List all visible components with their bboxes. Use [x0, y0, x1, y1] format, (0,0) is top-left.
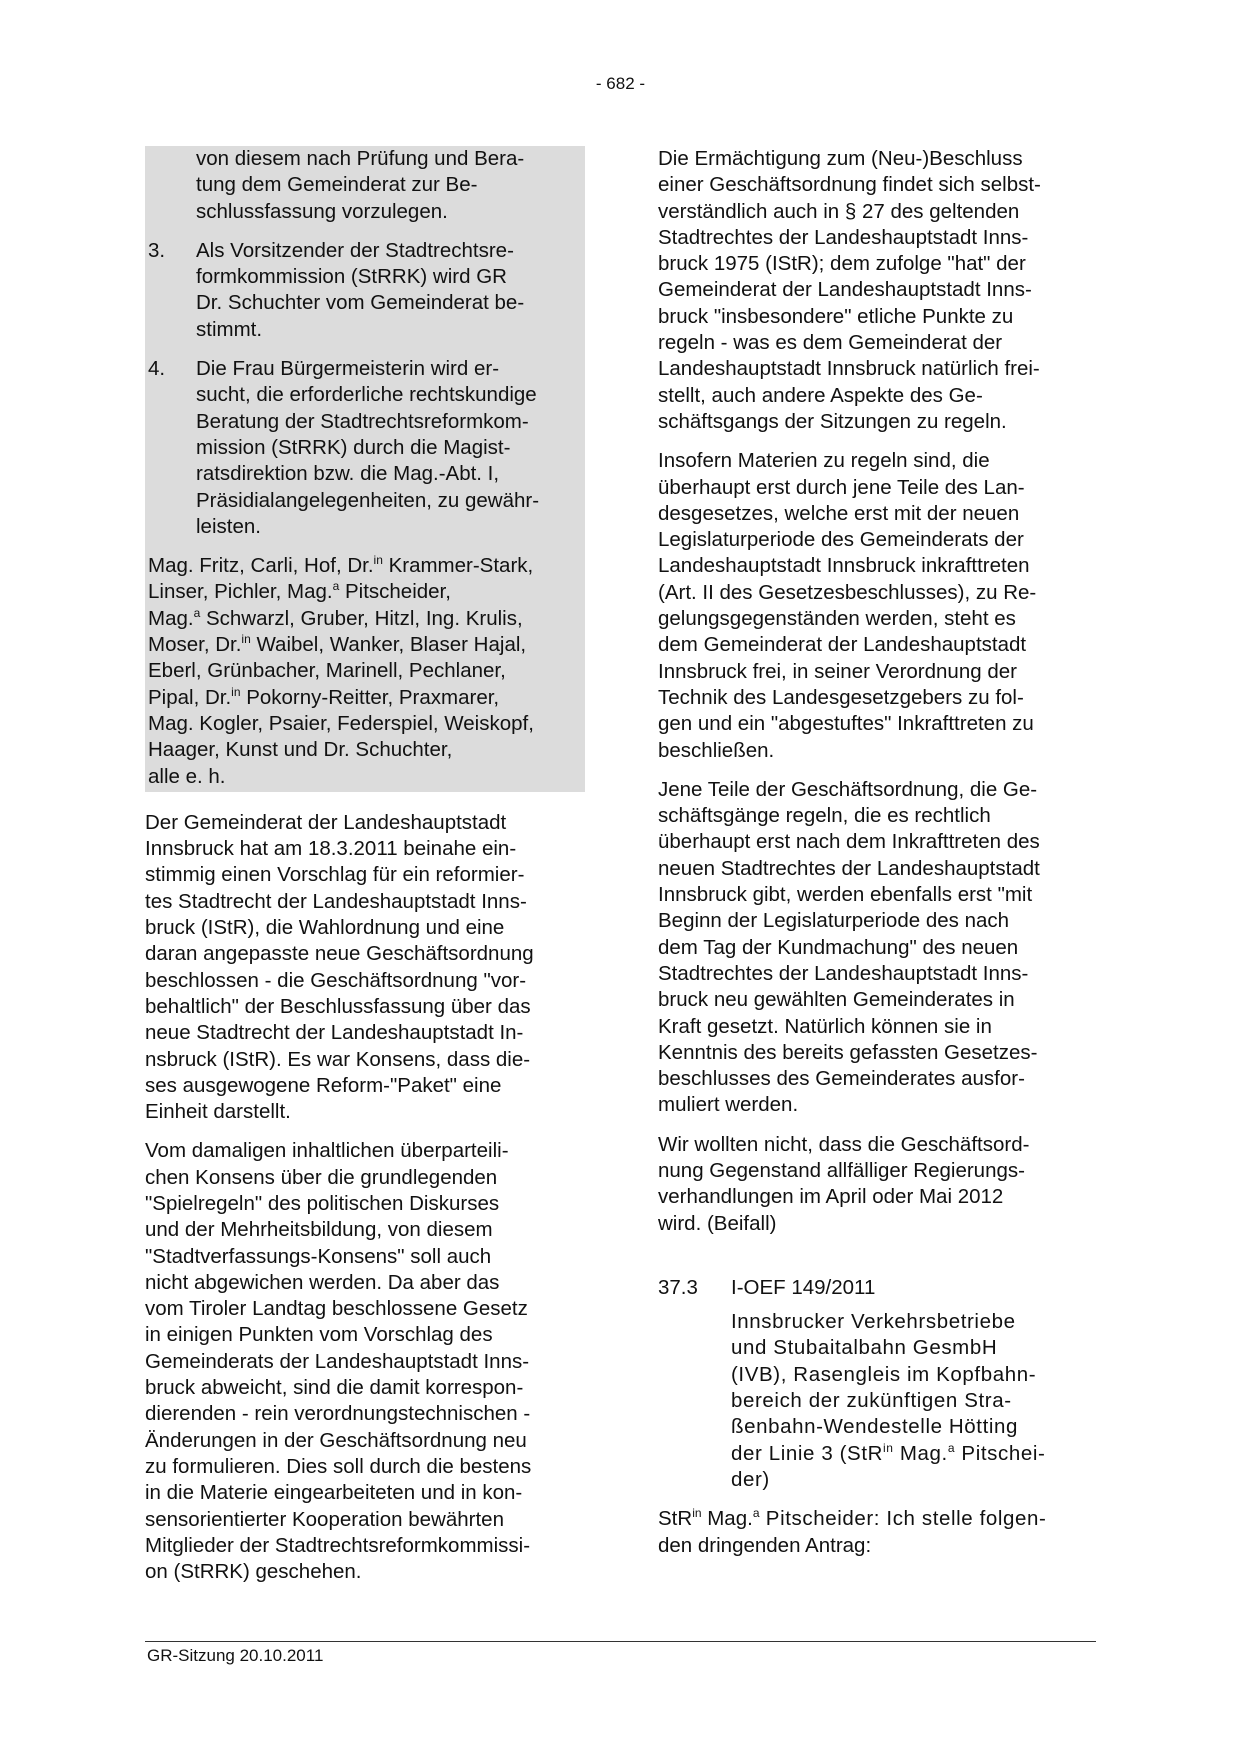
text-line: beschließen.	[658, 738, 775, 762]
text-line: Innsbruck hat am 18.3.2011 beinahe ein-	[145, 837, 517, 861]
agenda-title	[658, 1309, 1098, 1493]
item-number: 4.	[148, 357, 166, 381]
text-line: Mag. Kogler, Psaier, Federspiel, Weiskopf,	[148, 711, 534, 735]
item-number: 3.	[148, 238, 166, 262]
motion-box	[145, 146, 585, 792]
text-line: Kenntnis des bereits gefassten Gesetzes-	[658, 1040, 1038, 1064]
right-column	[658, 146, 1098, 1572]
paragraph	[658, 448, 1098, 764]
text-line: on (StRRK) geschehen.	[145, 1560, 362, 1584]
text-line: in die Materie eingearbeiteten und in kon-	[145, 1481, 523, 1505]
text-line: bereich der zukünftigen Stra-	[731, 1389, 1012, 1413]
text-line: Haager, Kunst und Dr. Schuchter,	[148, 738, 453, 762]
text-line: Dr. Schuchter vom Gemeinderat be-	[196, 291, 525, 315]
text-line: Präsidialangelegenheiten, zu gewähr-	[196, 488, 540, 512]
paragraph	[658, 1132, 1098, 1237]
text-line: dem Gemeinderat der Landeshauptstadt	[658, 633, 1027, 657]
text-line: Innsbruck frei, in seiner Verordnung der	[658, 659, 1017, 683]
text-line: mission (StRRK) durch die Magist-	[196, 435, 511, 459]
agenda-number: 37.3	[658, 1275, 698, 1299]
text-line: bruck "insbesondere" etliche Punkte zu	[658, 304, 1014, 328]
text-line: ratsdirektion bzw. die Mag.-Abt. I,	[196, 462, 500, 486]
text-line: verhandlungen im April oder Mai 2012	[658, 1185, 1004, 1209]
text-line: behaltlich" der Beschlussfassung über das	[145, 994, 531, 1018]
text-line: gelungsgegenständen werden, steht es	[658, 607, 1016, 631]
text-line: dem Tag der Kundmachung" des neuen	[658, 935, 1019, 959]
text-line: in einigen Punkten vom Vorschlag des	[145, 1323, 493, 1347]
text-line: Landeshauptstadt Innsbruck natürlich frei-	[658, 357, 1040, 381]
text-line: und Stubaitalbahn GesmbH	[731, 1336, 998, 1360]
agenda-code: I-OEF 149/2011	[731, 1275, 876, 1299]
text-line: desgesetzes, welche erst mit der neuen	[658, 501, 1020, 525]
text-line: Gemeinderats der Landeshauptstadt Inns-	[145, 1349, 530, 1373]
paragraph	[145, 810, 585, 1126]
text-line: ßenbahn-Wendestelle Hötting	[731, 1415, 1019, 1439]
text-line: nicht abgewichen werden. Da aber das	[145, 1270, 500, 1294]
paragraph	[145, 1138, 585, 1585]
text-line: von diesem nach Prüfung und Bera-	[196, 147, 525, 170]
text-line: muliert werden.	[658, 1093, 799, 1117]
text-line: Kraft gesetzt. Natürlich können sie in	[658, 1014, 992, 1038]
text-line: Stadtrechtes der Landeshauptstadt Inns-	[658, 961, 1029, 985]
text-line: neuen Stadtrechtes der Landeshauptstadt	[658, 856, 1040, 880]
text-line: Der Gemeinderat der Landeshauptstadt	[145, 810, 507, 834]
text-line: der Linie 3 (StR$^{in}$ Mag.$^a$ Pitschei-	[731, 1440, 1046, 1465]
text-line: wird. (Beifall)	[658, 1211, 777, 1235]
signatories	[148, 553, 583, 792]
text-line: regeln - was es dem Gemeinderat der	[658, 331, 1003, 355]
text-line: sucht, die erforderliche rechtskundige	[196, 383, 537, 407]
text-line: bruck abweicht, sind die damit korrespon-	[145, 1376, 524, 1400]
text-line: vom Tiroler Landtag beschlossene Gesetz	[145, 1297, 528, 1321]
text-line: dierenden - rein verordnungstechnischen -	[145, 1402, 531, 1426]
text-line: "Stadtverfassungs-Konsens" soll auch	[145, 1244, 492, 1268]
text-line: chen Konsens über die grundlegenden	[145, 1165, 498, 1189]
page-number: - 682 -	[595, 74, 646, 93]
text-line: tung dem Gemeinderat zur Be-	[196, 173, 478, 197]
motion-continuation	[148, 146, 583, 225]
text-line: bruck 1975 (IStR); dem zufolge "hat" der	[658, 252, 1026, 276]
text-line: überhaupt erst durch jene Teile des Lan-	[658, 475, 1025, 499]
text-line: Beginn der Legislaturperiode des nach	[658, 909, 1010, 933]
text-line: Technik des Landesgesetzgebers zu fol-	[658, 685, 1024, 709]
text-line: Innsbruck gibt, werden ebenfalls erst "mit	[658, 883, 1033, 907]
text-line: stellt, auch andere Aspekte des Ge-	[658, 383, 983, 407]
text-line: beschlusses des Gemeinderates ausfor-	[658, 1067, 1025, 1091]
text-line: Beratung der Stadtrechtsreformkom-	[196, 409, 529, 433]
text-line: daran angepasste neue Geschäftsordnung	[145, 942, 534, 966]
text-line: nung Gegenstand allfälliger Regierungs-	[658, 1158, 1025, 1182]
text-line: ses ausgewogene Reform-"Paket" eine	[145, 1073, 502, 1097]
left-column	[145, 146, 585, 1598]
agenda-item-heading	[658, 1275, 1098, 1301]
text-line: Einheit darstellt.	[145, 1100, 291, 1124]
text-line: und der Mehrheitsbildung, von diesem	[145, 1218, 493, 1242]
text-line: Mitglieder der Stadtrechtsreformkommissi-	[145, 1533, 531, 1557]
footer: GR-Sitzung 20.10.2011	[147, 1646, 324, 1665]
text-line: Vom damaligen inhaltlichen überparteili-	[145, 1139, 509, 1163]
paragraph	[658, 146, 1098, 435]
text-line: "Spielregeln" des politischen Diskurses	[145, 1191, 500, 1215]
text-line: Änderungen in der Geschäftsordnung neu	[145, 1428, 527, 1452]
text-line: beschlossen - die Geschäftsordnung "vor-	[145, 968, 527, 992]
text-line: schäftsgangs der Sitzungen zu regeln.	[658, 409, 1007, 433]
text-line: (IVB), Rasengleis im Kopfbahn-	[731, 1362, 1037, 1386]
motion-item-3	[148, 238, 583, 343]
text-line: überhaupt erst nach dem Inkrafttreten des	[658, 830, 1040, 854]
text-line: Moser, Dr.$^{in}$ Waibel, Wanker, Blaser Hajal,	[148, 632, 527, 657]
text-line: zu formulieren. Dies soll durch die bestens	[145, 1454, 532, 1478]
text-line: Gemeinderat der Landeshauptstadt Inns-	[658, 278, 1032, 302]
text-line: Stadtrechtes der Landeshauptstadt Inns-	[658, 225, 1029, 249]
text-line: der)	[731, 1467, 770, 1491]
text-line: Linser, Pichler, Mag.$^a$ Pitscheider,	[148, 579, 451, 604]
text-line: schäftsgänge regeln, die es rechtlich	[658, 804, 991, 828]
text-line: tes Stadtrecht der Landeshauptstadt Inns-	[145, 889, 527, 913]
text-line: (Art. II des Gesetzesbeschlusses), zu Re-	[658, 580, 1037, 604]
speaker-statement	[658, 1506, 1098, 1559]
text-line: StR$^{in}$ Mag.$^a$ Pitscheider: Ich stelle folgen-	[658, 1506, 1047, 1531]
text-line: leisten.	[196, 514, 261, 538]
text-line: formkommission (StRRK) wird GR	[196, 265, 507, 289]
text-line: gen und ein "abgestuftes" Inkrafttreten zu	[658, 712, 1034, 736]
text-line: Eberl, Grünbacher, Marinell, Pechlaner,	[148, 659, 506, 683]
text-line: Mag. Fritz, Carli, Hof, Dr.$^{in}$ Krammer-Stark,	[148, 553, 534, 578]
text-line: nsbruck (IStR). Es war Konsens, dass die-	[145, 1047, 531, 1071]
text-line: Jene Teile der Geschäftsordnung, die Ge-	[658, 777, 1038, 801]
text-line: Pipal, Dr.$^{in}$ Pokorny-Reitter, Praxmarer,	[148, 684, 500, 709]
text-line: bruck neu gewählten Gemeinderates in	[658, 988, 1015, 1012]
text-line: Innsbrucker Verkehrsbetriebe	[731, 1310, 1016, 1334]
text-line: alle e. h.	[148, 764, 226, 788]
text-line: verständlich auch in § 27 des geltenden	[658, 199, 1020, 223]
text-line: bruck (IStR), die Wahlordnung und eine	[145, 916, 505, 940]
motion-item-4	[148, 356, 583, 540]
text-line: Mag.$^a$ Schwarzl, Gruber, Hitzl, Ing. Krulis,	[148, 605, 523, 630]
text-line: Insofern Materien zu regeln sind, die	[658, 449, 990, 473]
text-line: schlussfassung vorzulegen.	[196, 199, 448, 223]
text-line: stimmig einen Vorschlag für ein reformier-	[145, 863, 525, 887]
text-line: Die Ermächtigung zum (Neu-)Beschluss	[658, 147, 1023, 170]
paragraph	[658, 777, 1098, 1119]
text-line: Die Frau Bürgermeisterin wird er-	[196, 357, 500, 381]
text-line: den dringenden Antrag:	[658, 1533, 872, 1557]
footer-divider	[145, 1641, 1096, 1642]
text-line: Landeshauptstadt Innsbruck inkrafttreten	[658, 554, 1030, 578]
text-line: Legislaturperiode des Gemeinderats der	[658, 528, 1024, 552]
text-line: Als Vorsitzender der Stadtrechtsre-	[196, 238, 514, 262]
text-line: sensorientierter Kooperation bewährten	[145, 1507, 504, 1531]
text-line: einer Geschäftsordnung findet sich selbst-	[658, 173, 1041, 197]
text-line: Wir wollten nicht, dass die Geschäftsord-	[658, 1132, 1030, 1156]
text-line: neue Stadtrecht der Landeshauptstadt In-	[145, 1021, 524, 1045]
text-line: stimmt.	[196, 317, 263, 341]
